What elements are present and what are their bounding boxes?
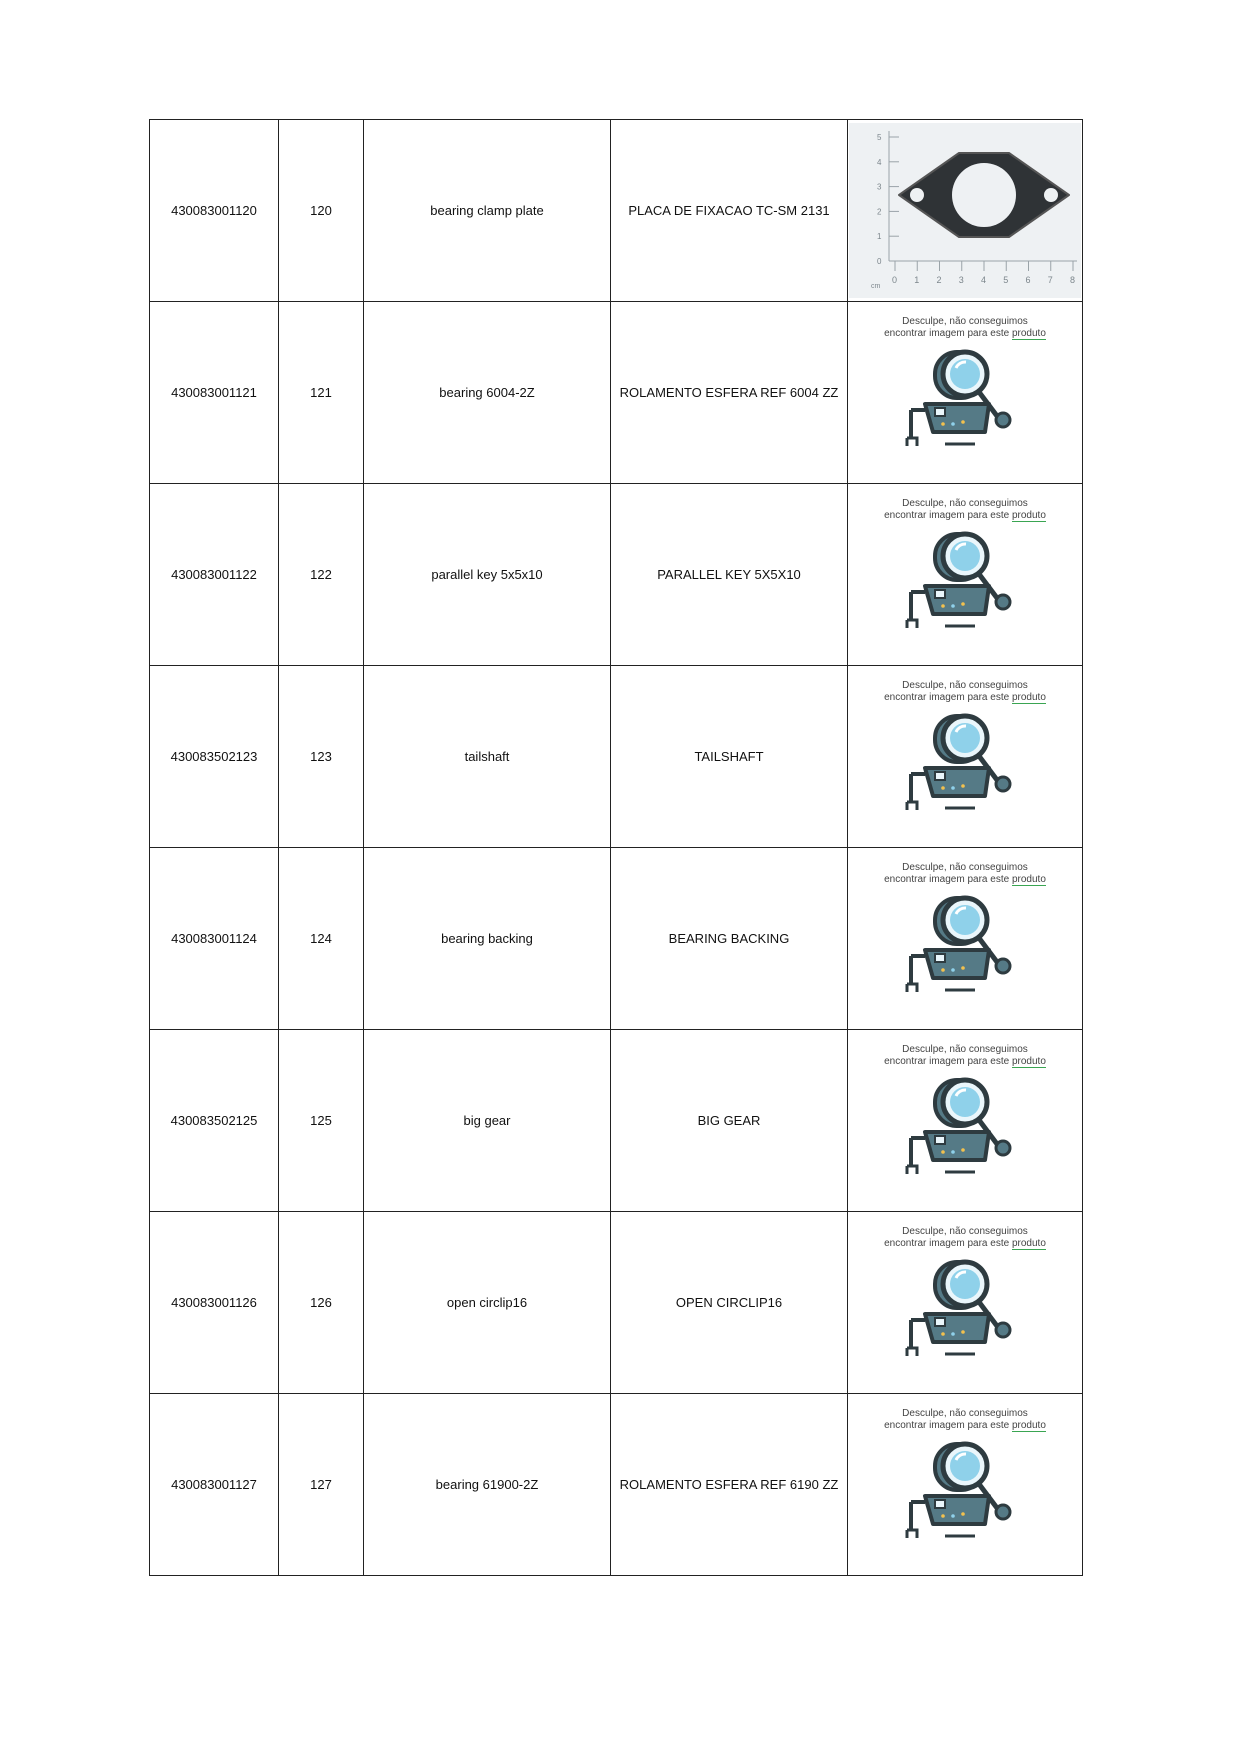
part-code-cell: 430083001127 (150, 1394, 279, 1576)
clamp-plate-right-hole (1044, 188, 1058, 202)
no-image-line2-prefix: encontrar imagem para este (884, 874, 1010, 885)
description-pt-cell: ROLAMENTO ESFERA REF 6004 ZZ (611, 302, 848, 484)
no-image-line2-prefix: encontrar imagem para este (884, 1420, 1010, 1431)
no-image-placeholder (848, 1394, 1082, 1575)
part-code-cell: 430083001121 (150, 302, 279, 484)
item-number-cell: 124 (279, 848, 364, 1030)
no-image-line2-highlight: produto (1011, 510, 1046, 521)
clamp-plate-center-hole (952, 163, 1016, 227)
description-pt-cell: BEARING BACKING (611, 848, 848, 1030)
ruler-x-tick-label: 5 (1003, 275, 1009, 285)
bearing-clamp-plate-photo (849, 123, 1081, 298)
no-image-line2 (884, 510, 1046, 522)
no-image-notice (884, 316, 1046, 340)
no-image-notice (884, 680, 1046, 704)
ruler-x-tick-label: 6 (1025, 275, 1031, 285)
description-pt-cell: PLACA DE FIXACAO TC-SM 2131 (611, 120, 848, 302)
description-pt-cell: PARALLEL KEY 5X5X10 (611, 484, 848, 666)
item-number-cell: 120 (279, 120, 364, 302)
ruler-y-tick-label: 2 (877, 207, 882, 217)
robot-magnifier-icon (905, 710, 1025, 816)
product-image-cell (848, 1394, 1083, 1576)
part-code-cell: 430083001122 (150, 484, 279, 666)
parts-table-body (150, 120, 1083, 1576)
ruler-x-tick-label: 2 (936, 275, 942, 285)
table-row (150, 120, 1083, 302)
description-en-cell: bearing clamp plate (364, 120, 611, 302)
table-row (150, 484, 1083, 666)
ruler-y-tick-label: 3 (877, 182, 882, 192)
no-image-line1: Desculpe, não conseguimos (902, 498, 1028, 509)
table-row (150, 1212, 1083, 1394)
no-image-line2-highlight: produto (1011, 1056, 1046, 1067)
clamp-plate-left-hole (910, 188, 924, 202)
ruler-unit-label: cm (871, 283, 881, 290)
ruler-x-tick-label: 1 (914, 275, 920, 285)
ruler-x-tick-label: 8 (1070, 275, 1076, 285)
description-en-cell: bearing 6004-2Z (364, 302, 611, 484)
description-en-cell: parallel key 5x5x10 (364, 484, 611, 666)
description-en-cell: open circlip16 (364, 1212, 611, 1394)
table-row (150, 1030, 1083, 1212)
parts-table (149, 119, 1083, 1576)
no-image-notice (884, 498, 1046, 522)
ruler-x-tick-label: 4 (981, 275, 987, 285)
item-number-cell: 127 (279, 1394, 364, 1576)
no-image-line2 (884, 1238, 1046, 1250)
part-code-cell: 430083502123 (150, 666, 279, 848)
item-number-cell: 125 (279, 1030, 364, 1212)
robot-magnifier-icon (905, 528, 1025, 634)
no-image-line2-prefix: encontrar imagem para este (884, 328, 1010, 339)
robot-magnifier-icon (905, 346, 1025, 452)
no-image-line2-prefix: encontrar imagem para este (884, 1056, 1010, 1067)
no-image-line2 (884, 1056, 1046, 1068)
robot-magnifier-icon (905, 1256, 1025, 1362)
description-pt-cell: OPEN CIRCLIP16 (611, 1212, 848, 1394)
no-image-placeholder (848, 848, 1082, 1029)
part-code-cell: 430083001126 (150, 1212, 279, 1394)
no-image-line2-highlight: produto (1011, 874, 1046, 885)
description-pt-cell: ROLAMENTO ESFERA REF 6190 ZZ (611, 1394, 848, 1576)
product-image-cell (848, 120, 1083, 302)
product-image-cell (848, 1212, 1083, 1394)
ruler-x-tick-label: 0 (892, 275, 898, 285)
no-image-placeholder (848, 1212, 1082, 1393)
robot-magnifier-icon (905, 1074, 1025, 1180)
item-number-cell: 126 (279, 1212, 364, 1394)
product-image-cell (848, 1030, 1083, 1212)
no-image-notice (884, 862, 1046, 886)
table-row (150, 666, 1083, 848)
no-image-line2 (884, 328, 1046, 340)
product-image-cell (848, 302, 1083, 484)
description-pt-cell: TAILSHAFT (611, 666, 848, 848)
product-image-cell (848, 484, 1083, 666)
no-image-line1: Desculpe, não conseguimos (902, 1226, 1028, 1237)
description-en-cell: tailshaft (364, 666, 611, 848)
description-en-cell: bearing backing (364, 848, 611, 1030)
part-code-cell: 430083001124 (150, 848, 279, 1030)
no-image-line2-highlight: produto (1011, 692, 1046, 703)
description-en-cell: big gear (364, 1030, 611, 1212)
no-image-notice (884, 1408, 1046, 1432)
no-image-line2-highlight: produto (1011, 1238, 1046, 1249)
item-number-cell: 121 (279, 302, 364, 484)
part-code-cell: 430083502125 (150, 1030, 279, 1212)
no-image-line2 (884, 874, 1046, 886)
description-pt-cell: BIG GEAR (611, 1030, 848, 1212)
part-code-cell: 430083001120 (150, 120, 279, 302)
robot-magnifier-icon (905, 892, 1025, 998)
robot-magnifier-icon (905, 1438, 1025, 1544)
no-image-line2 (884, 692, 1046, 704)
no-image-notice (884, 1044, 1046, 1068)
no-image-notice (884, 1226, 1046, 1250)
product-image-cell (848, 666, 1083, 848)
no-image-line2-prefix: encontrar imagem para este (884, 692, 1010, 703)
no-image-placeholder (848, 302, 1082, 483)
table-row (150, 302, 1083, 484)
item-number-cell: 123 (279, 666, 364, 848)
no-image-line2-highlight: produto (1011, 1420, 1046, 1431)
no-image-placeholder (848, 1030, 1082, 1211)
no-image-line1: Desculpe, não conseguimos (902, 680, 1028, 691)
description-en-cell: bearing 61900-2Z (364, 1394, 611, 1576)
no-image-line2-prefix: encontrar imagem para este (884, 510, 1010, 521)
ruler-y-tick-label: 1 (877, 232, 882, 242)
no-image-line2 (884, 1420, 1046, 1432)
item-number-cell: 122 (279, 484, 364, 666)
ruler-y-tick-label: 0 (877, 257, 882, 266)
no-image-line1: Desculpe, não conseguimos (902, 1044, 1028, 1055)
ruler-x-tick-label: 7 (1047, 275, 1053, 285)
no-image-placeholder (848, 484, 1082, 665)
ruler-x-tick-label: 3 (958, 275, 964, 285)
ruler-y-tick-label: 4 (877, 157, 882, 167)
no-image-line2-prefix: encontrar imagem para este (884, 1238, 1010, 1249)
no-image-line1: Desculpe, não conseguimos (902, 1408, 1028, 1419)
no-image-line1: Desculpe, não conseguimos (902, 316, 1028, 327)
no-image-line1: Desculpe, não conseguimos (902, 862, 1028, 873)
product-image-cell (848, 848, 1083, 1030)
ruler-y-tick-label: 5 (877, 133, 882, 142)
no-image-line2-highlight: produto (1011, 328, 1046, 339)
table-row (150, 1394, 1083, 1576)
table-row (150, 848, 1083, 1030)
no-image-placeholder (848, 666, 1082, 847)
